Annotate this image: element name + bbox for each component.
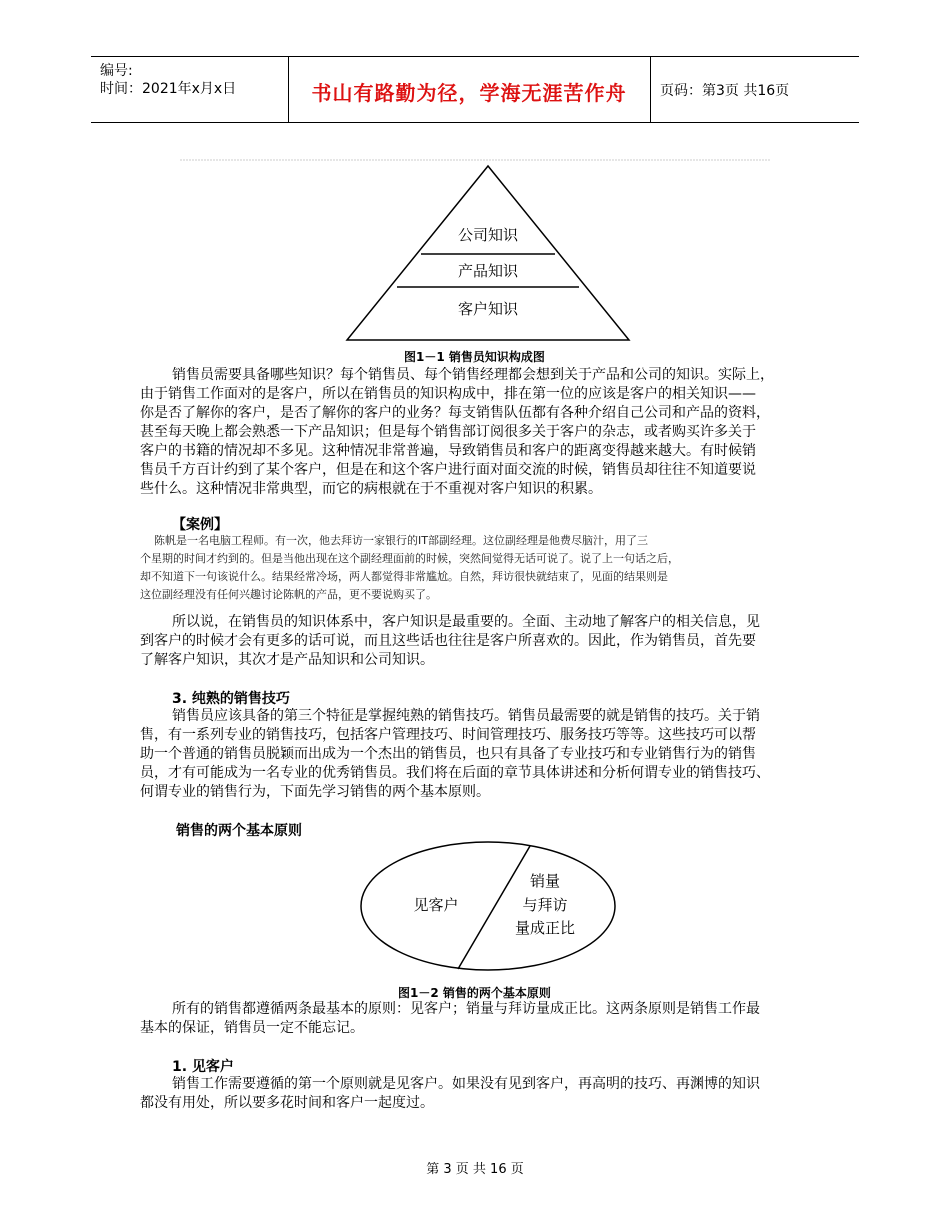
ellipse-outline bbox=[361, 842, 615, 970]
number-label: 编号: bbox=[100, 63, 133, 79]
paragraph-summary bbox=[140, 613, 830, 670]
text-line: 都没有用处，所以要多花时间和客户一起度过。 bbox=[140, 1095, 434, 1111]
text-line: 销售员应该具备的第三个特征是掌握纯熟的销售技巧。销售员最需要的就是销售的技巧。关于销 bbox=[172, 708, 760, 724]
pyramid-layer-product: 产品知识 bbox=[457, 262, 519, 280]
principle-left-label: 见客户 bbox=[413, 896, 459, 914]
text-line: 销售工作需要遵循的第一个原则就是见客户。如果没有见到客户，再高明的技巧、再渊博的知识 bbox=[172, 1076, 760, 1092]
principle-right-line-1: 销量 bbox=[529, 872, 561, 890]
principle-right-line-2: 与拜访 bbox=[522, 896, 568, 914]
text-line: 何谓专业的销售行为，下面先学习销售的两个基本原则。 bbox=[140, 784, 490, 800]
principles-ellipse-figure bbox=[350, 840, 630, 980]
text-line: 了解客户知识，其次才是产品知识和公司知识。 bbox=[140, 652, 434, 668]
text-line: 助一个普通的销售员脱颖而出成为一个杰出的销售员，也只有具备了专业技巧和专业销售行为的销售 bbox=[140, 746, 756, 762]
text-line: 员，才有可能成为一名专业的优秀销售员。我们将在后面的章节具体讲述和分析何谓专业的销售技巧、 bbox=[140, 765, 770, 781]
header-motto: 书山有路勤为径，学海无涯苦作舟 bbox=[311, 81, 627, 105]
case-line: 陈帆是一名电脑工程师。有一次，他去拜访一家银行的IT部副经理。这位副经理是他费尽脑汁，用了三 bbox=[154, 534, 648, 547]
time-label: 时间：2021年x月x日 bbox=[100, 81, 237, 97]
text-line: 所有的销售都遵循两条最基本的原则：见客户；销量与拜访量成正比。这两条原则是销售工作最 bbox=[172, 1001, 760, 1017]
footer-page-number: 第 3 页 共 16 页 bbox=[426, 1162, 524, 1177]
text-line: 售员千方百计约到了某个客户，但是在和这个客户进行面对面交流的时候，销售员却往往不知道要说 bbox=[140, 462, 756, 478]
case-line: 个星期的时间才约到的。但是当他出现在这个副经理面前的时候，突然间觉得无话可说了。说了上一句话之后， bbox=[140, 552, 679, 565]
section1-heading: 1. 见客户 bbox=[172, 1059, 234, 1075]
pyramid-layer-company: 公司知识 bbox=[457, 226, 519, 244]
text-line: 你是否了解你的客户，是否了解你的客户的业务？每支销售队伍都有各种介绍自己公司和产品的资料， bbox=[140, 405, 770, 421]
knowledge-pyramid-figure bbox=[0, 0, 950, 360]
text-line: 售，有一系列专业的销售技巧，包括客户管理技巧、时间管理技巧、服务技巧等等。这些技巧可以帮 bbox=[140, 727, 756, 743]
figure1-caption: 图1－1 销售员知识构成图 bbox=[404, 350, 545, 364]
section3-heading: 3. 纯熟的销售技巧 bbox=[172, 691, 290, 707]
section3-text bbox=[140, 707, 830, 802]
text-line: 所以说，在销售员的知识体系中，客户知识是最重要的。全面、主动地了解客户的相关信息，见 bbox=[172, 614, 760, 630]
header-page-number: 页码：第3页 共16页 bbox=[660, 83, 790, 99]
figure2-caption: 图1－2 销售的两个基本原则 bbox=[398, 986, 551, 1000]
text-line: 由于销售工作面对的是客户，所以在销售员的知识构成中，排在第一位的应该是客户的相关知识—— bbox=[140, 386, 756, 402]
principles-heading: 销售的两个基本原则 bbox=[176, 823, 302, 839]
section1-text bbox=[140, 1075, 830, 1113]
text-line: 销售员需要具备哪些知识？每个销售员、每个销售经理都会想到关于产品和公司的知识。实际上， bbox=[172, 367, 774, 383]
paragraph-principles bbox=[140, 1000, 830, 1038]
paragraph-customer-knowledge bbox=[140, 366, 830, 499]
text-line: 基本的保证，销售员一定不能忘记。 bbox=[140, 1020, 364, 1036]
text-line: 甚至每天晚上都会熟悉一下产品知识；但是每个销售部订阅很多关于客户的杂志，或者购买许多关于 bbox=[140, 424, 756, 440]
text-line: 客户的书籍的情况却不多见。这种情况非常普遍，导致销售员和客户的距离变得越来越大。有时候销 bbox=[140, 443, 756, 459]
case-line: 却不知道下一句该说什么。结果经常冷场，两人都觉得非常尴尬。自然，拜访很快就结束了，见面的结果则是 bbox=[140, 570, 668, 583]
text-line: 些什么。这种情况非常典型，而它的病根就在于不重视对客户知识的积累。 bbox=[140, 481, 602, 497]
case-text bbox=[140, 532, 830, 604]
pyramid-layer-customer: 客户知识 bbox=[457, 300, 519, 318]
case-line: 这位副经理没有任何兴趣讨论陈帆的产品，更不要说购买了。 bbox=[140, 588, 437, 601]
text-line: 到客户的时候才会有更多的话可说，而且这些话也往往是客户所喜欢的。因此，作为销售员，首先要 bbox=[140, 633, 756, 649]
principle-right-line-3: 量成正比 bbox=[514, 919, 576, 937]
case-heading: 【案例】 bbox=[172, 517, 228, 533]
